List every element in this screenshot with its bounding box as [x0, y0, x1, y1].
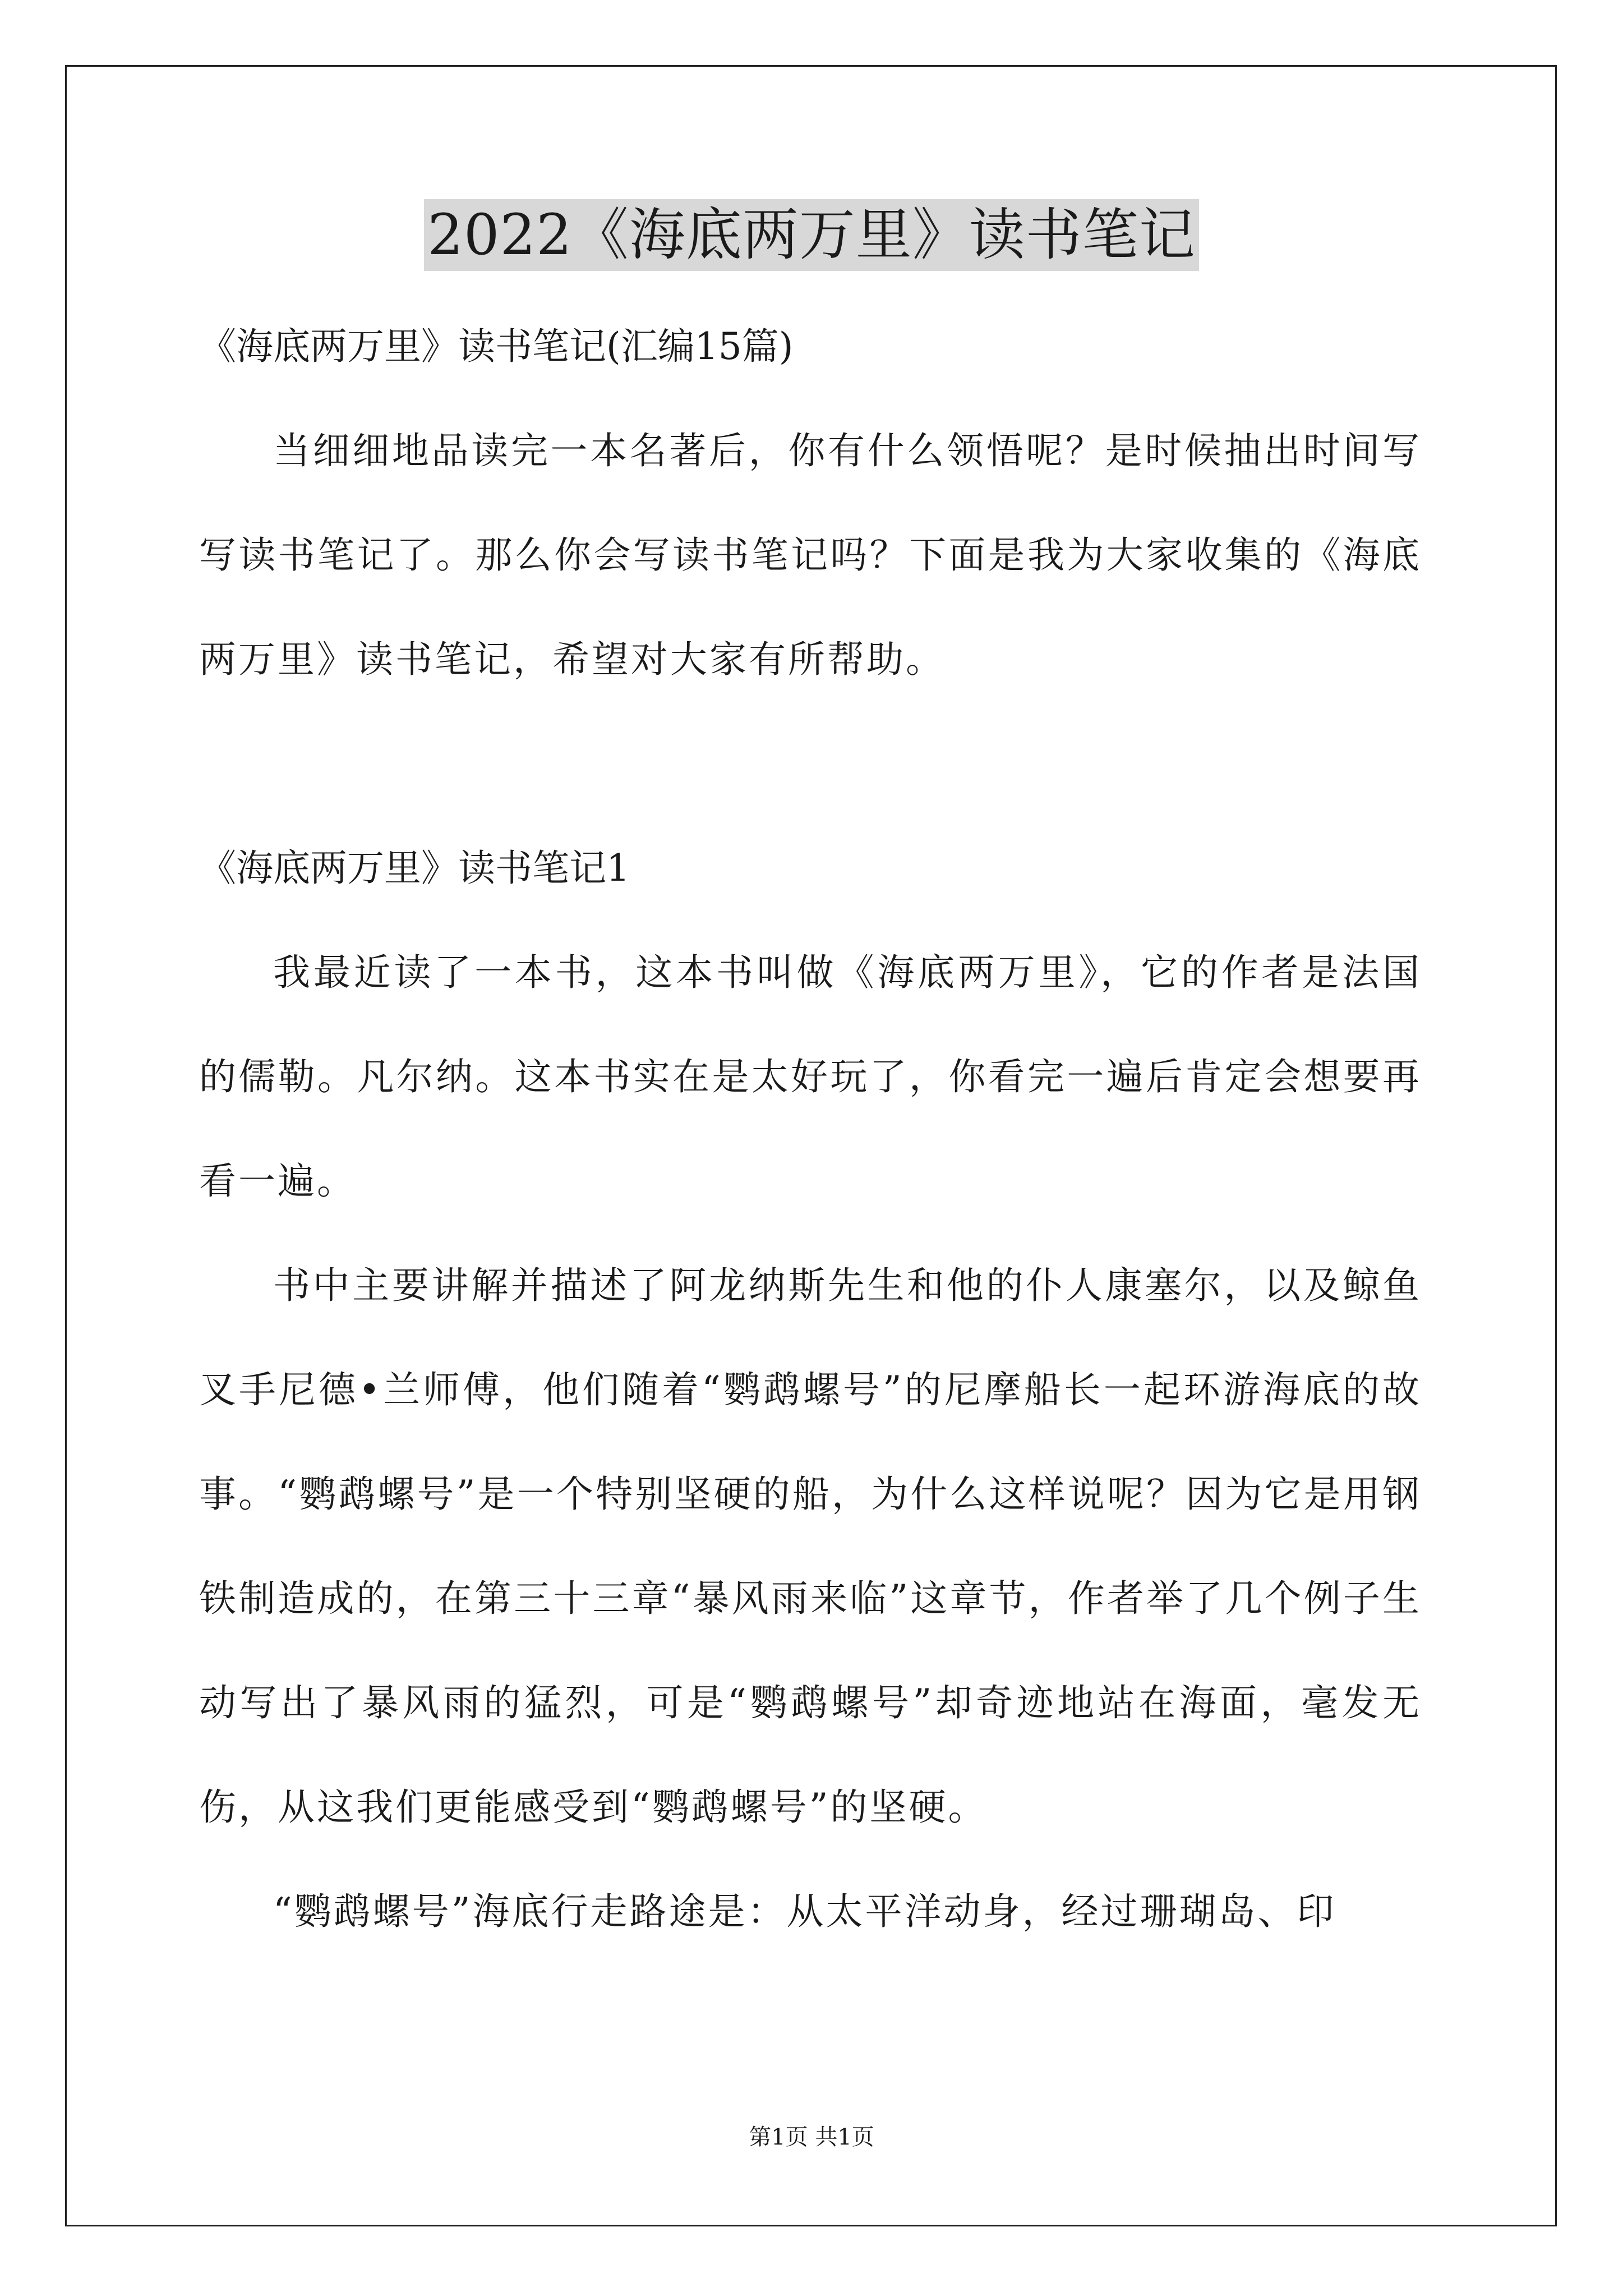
- document-body: [199, 295, 1422, 1964]
- section-heading: 《海底两万里》读书笔记1: [199, 846, 630, 890]
- body-paragraph: “鹦鹉螺号”海底行走路途是：从太平洋动身，经过珊瑚岛、印: [273, 1890, 1336, 1933]
- body-paragraph: 我最近读了一本书，这本书叫做《海底两万里》，它的作者是法国的儒勒。凡尔纳。这本书实在是太好玩了，你看完一遍后肯定会想要再看一遍。: [199, 951, 1422, 1203]
- section-spacer: [199, 712, 1422, 816]
- document-subtitle: 《海底两万里》读书笔记(汇编15篇): [199, 325, 794, 368]
- intro-paragraph: 当细细地品读完一本名著后，你有什么领悟呢？是时候抽出时间写写读书笔记了。那么你会写读书笔记吗？下面是我为大家收集的《海底两万里》读书笔记，希望对大家有所帮助。: [199, 429, 1422, 681]
- body-paragraph: 书中主要讲解并描述了阿龙纳斯先生和他的仆人康塞尔，以及鲸鱼叉手尼德•兰师傅，他们随着“鹦鹉螺号”的尼摩船长一起环游海底的故事。“鹦鹉螺号”是一个特别坚硬的船，为什么这样说呢？因为它是用钢铁制造成的，在第三十三章“暴风雨来临”这章节，作者举了几个例子生动写出了暴风雨的猛烈，可是“鹦鹉螺号”却奇迹地站在海面，毫发无伤，从这我们更能感受到“鹦鹉螺号”的坚硬。: [199, 1264, 1422, 1829]
- page-footer: 第1页 共1页: [749, 2124, 874, 2150]
- document-title: 2022《海底两万里》读书笔记: [424, 199, 1199, 271]
- title-container: [0, 199, 1623, 271]
